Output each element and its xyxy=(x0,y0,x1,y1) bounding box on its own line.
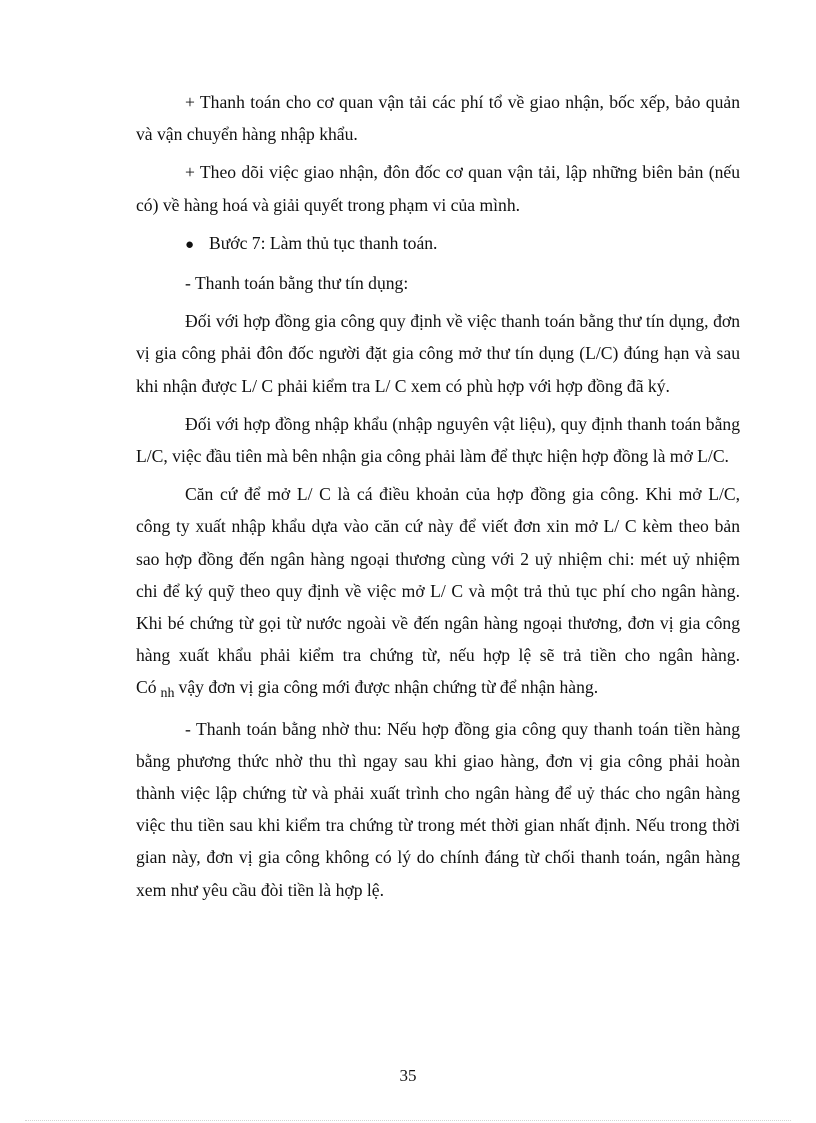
footer-divider xyxy=(25,1120,791,1121)
paragraph-lc-basis xyxy=(136,478,740,706)
paragraph-import-contract: Đối với hợp đồng nhập khẩu (nhập nguyên vật liệu), quy định thanh toán bằng L/C, việc đầu tiên mà bên nhận gia công phải làm để thực hiện hợp đồng là mở L/C. xyxy=(136,413,740,467)
paragraph-lc-basis-text: Căn cứ để mở L/ C là cá điều khoản của hợp đồng gia công. Khi mở L/C, công ty xuất nhập khẩu dựa vào căn cứ này để viết đơn xin mở L/ C kèm theo bản sao hợp đồng đến ngân hàng ngoại thương cùng với 2 uỷ nhiệm chi: mét uỷ nhiệm chi để ký quỹ theo quy định về việc mở L/ C và một trả thủ tục phí cho ngân hàng. Khi bé chứng từ gọi từ nước ngoài về đến ngân hàng ngoại thương, đơn vị gia công hàng xuất khẩu phải kiểm tra chứng từ, nếu hợp lệ sẽ trả tiền cho ngân hàng. Có xyxy=(136,484,740,698)
step-7-label: Bước 7: Làm thủ tục thanh toán. xyxy=(209,232,438,253)
paragraph-collection-payment: - Thanh toán bằng nhờ thu: Nếu hợp đồng gia công quy thanh toán tiền hàng bằng phương thức nhờ thu thì ngay sau khi giao hàng, đơn vị gia công phải hoàn thành việc lập chứng từ và phải xuất trình cho ngân hàng để uỷ thác cho ngân hàng việc thu tiền sau khi kiểm tra chứng từ trong mét thời gian nhất định. Nếu trong thời gian này, đơn vị gia công không có lý do chính đáng từ chối thanh toán, ngân hàng xem như yêu cầu đòi tiền là hợp lệ. xyxy=(136,718,740,900)
page-body xyxy=(136,86,740,906)
paragraph-transport-payment: + Thanh toán cho cơ quan vận tải các phí tổ về giao nhận, bốc xếp, bảo quản và vận chuyển hàng nhập khẩu. xyxy=(136,92,740,145)
paragraph-lc-basis-end: vậy đơn vị gia công mới được nhận chứng từ để nhận hàng. xyxy=(178,677,599,698)
paragraph-lc-heading: - Thanh toán bằng thư tín dụng: xyxy=(185,273,409,294)
bullet-icon: ● xyxy=(185,236,195,253)
paragraph-lc-processing: Đối với hợp đồng gia công quy định về việc thanh toán bằng thư tín dụng, đơn vị gia công phải đôn đốc người đặt gia công mở thư tín dụng (L/C) đúng hạn và sau khi nhận được L/ C phải kiểm tra L/ C xem có phù hợp với hợp đồng đã ký. xyxy=(136,311,740,396)
paragraph-monitor-delivery: + Theo dõi việc giao nhận, đôn đốc cơ quan vận tải, lập những biên bản (nếu có) về hàng hoá và giải quyết trong phạm vi của mình. xyxy=(136,162,740,215)
page-number: 35 xyxy=(399,1066,417,1085)
step-7-item xyxy=(136,227,740,261)
inline-small-text: nh xyxy=(160,686,175,702)
